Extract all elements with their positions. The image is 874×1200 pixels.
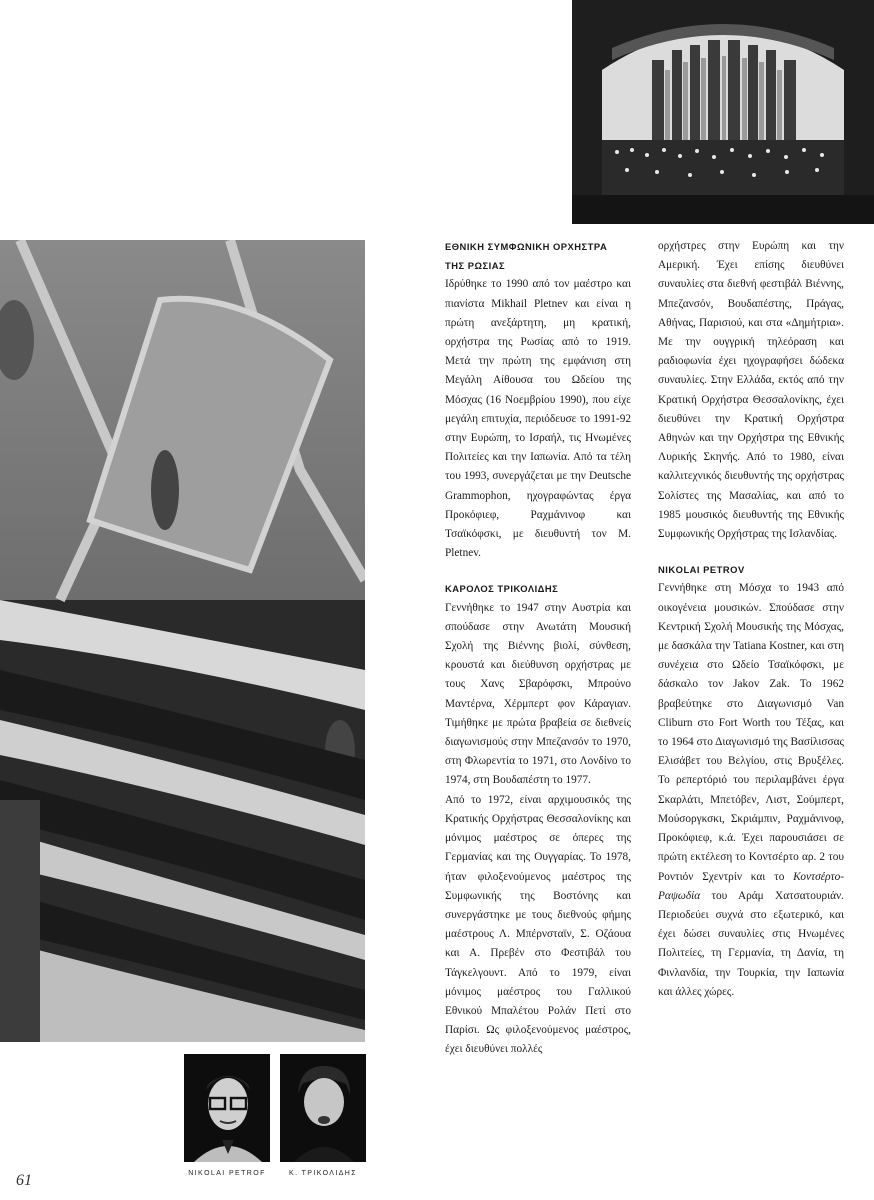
petrov-heading: NIKOLAI PETROV — [658, 564, 745, 576]
trikolidis-body-part1: Γεννήθηκε το 1947 στην Αυστρία και σπούδασε στην Ανωτάτη Μουσική Σχολή της Βιέννης βιολί, σύνθεση, κρουστά και διεύθυνση ορχήστρας με τους Χανς Σβαρόφσκι, Μπρούνο Μαντέρνα, Χέρμπερτ φον Κάραγιαν. Τιμήθηκε με πρώτα βραβεία σε διεθνείς διαγωνισμούς στην Μπεζανσόν το 1970, στη Φλωρεντία το 1971, στο Λονδίνο το 1974, στη Βουδαπέστη το 1977. — [445, 601, 631, 787]
caption-petrov: NIKOLAI PETROF — [188, 1170, 266, 1177]
portrait-trikolidis — [280, 1054, 366, 1162]
theatre-photo — [0, 240, 365, 1042]
portrait-petrov — [184, 1054, 270, 1162]
petrov-body — [658, 579, 844, 1001]
text-column-left — [445, 237, 631, 1060]
orchestra-photo — [572, 0, 874, 224]
petrov-body-pre: Γεννήθηκε στη Μόσχα το 1943 από οικογένεια μουσικών. Σπούδασε στην Κεντρική Σχολή Μουσικής της Μόσχας, με δασκάλα την Tatiana Kostner, και στη συνέχεια στο Ωδείο Τσαϊκόφσκι, με δάσκαλο τον Jakov Zak. Το 1962 βραβεύτηκε στο Διαγωνισμό Van Cliburn στο Fort Worth του Τέξας, και το 1964 στο Διαγωνισμό της Βασίλισσας Ελισάβετ του Βελγίου, στις Βρυξέλες. Το ρεπερτόριό του περιλαμβάνει έργα Σκαρλάτι, Μπετόβεν, Λιστ, Σούμπερτ, Μούσοργκσκι, Σκριάμπιν, Ραχμάνινοφ, Προκόφιεφ, κ.ά. Έχει παρουσιάσει σε πρώτη εκτέλεση το Κοντσέρτο αρ. 2 του Ροντιόν Σχεντρίν και το — [658, 582, 844, 883]
orchestra-heading-line2: ΤΗΣ ΡΩΣΙΑΣ — [445, 260, 506, 272]
petrov-body-italic: Κοντσέρτο-Ραψωδία — [658, 870, 844, 902]
orchestra-heading-line1: ΕΘΝΙΚΗ ΣΥΜΦΩΝΙΚΗ ΟΡΧΗΣΤΡΑ — [445, 241, 608, 252]
caption-trikolidis: Κ. ΤΡΙΚΟΛΙΔΗΣ — [289, 1170, 357, 1177]
orchestra-body: Ιδρύθηκε το 1990 από τον μαέστρο και πιανίστα Mikhail Pletnev και είναι η πρώτη ανεξάρτητη, μη κρατική, ορχήστρα της Ρωσίας από το 1919. Μετά την πρώτη της εμφάνιση στη Μεγάλη Αίθουσα του Ωδείου της Μόσχας (16 Νοεμβρίου 1990), που είχε μεγάλη επιτυχία, περιόδευσε το 1991-92 στην Ευρώπη, το Ισραήλ, τις Ηνωμένες Πολιτείες και την Ιαπωνία. Από τα τέλη του 1993, συνεργάζεται με την Deutsche Grammophon, ηχογραφώντας έργα Προκόφιεφ, Ραχμάνινοφ και Τσαϊκόφσκι, με διευθυντή τον M. Pletnev. — [445, 278, 631, 560]
petrov-body-post: του Αράμ Χατσατουριάν. Περιοδεύει συχνά στο εξωτερικό, και έχει δώσει συναυλίες στις Ηνωμένες Πολιτείες, τη Γερμανία, τη Δανία, τη Φινλανδία, την Τουρκία, την Ιαπωνία και άλλες χώρες. — [658, 889, 844, 998]
trikolidis-heading: ΚΑΡΟΛΟΣ ΤΡΙΚΟΛΙΔΗΣ — [445, 583, 559, 595]
trikolidis-body-part2: Από το 1972, είναι αρχιμουσικός της Κρατικής Ορχήστρας Θεσσαλονίκης και μόνιμος μαέστρος σε όπερες της Γερμανίας και της Ουγγαρίας. Το 1978, ήταν φιλοξενούμενος μαέστρος της Συμφωνικής της Βοστόνης και συνεργάστηκε με τους διεθνούς φήμης μαέστρους Λ. Μπέρνσταϊν, Σ. Οζάουα και Α. Πρεβέν στο Φεστιβάλ του Τάγκελγουντ. Από το 1979, είναι μόνιμος μαέστρος του Γαλλικού Εθνικού Μπαλέτου Ρολάν Πετί στο Παρίσι. Ως φιλοξενούμενος μαέστρος, έχει διευθύνει πολλές — [445, 793, 631, 1056]
page-number: 61 — [16, 1172, 32, 1189]
text-column-right — [658, 237, 844, 1002]
trikolidis-body-continued: ορχήστρες στην Ευρώπη και την Αμερική. Έχει επίσης διευθύνει συναυλίες στα διεθνή φεστιβάλ Βιέννης, Μπεζανσόν, Βουδαπέστης, Πράγας, Αθήνας, Παρισιού, και στα «Δημήτρια». Με την ουγγρική τηλεόραση και ραδιοφωνία έχει ηχογραφήσει δώδεκα συναυλίες. Στην Ελλάδα, εκτός από την Κρατική Ορχήστρα Θεσσαλονίκης, έχει διευθύνει την Κρατική Ορχήστρα Αθηνών και την Ορχήστρα της Εθνικής Λυρικής Σκηνής. Από το 1980, είναι καλλιτεχνικός διευθυντής της ορχήστρας Σολίστες της Μασαλίας, και από το 1985 μουσικός διευθυντής της Εθνικής Συμφωνικής Ορχήστρας της Ισλανδίας. — [658, 240, 844, 541]
